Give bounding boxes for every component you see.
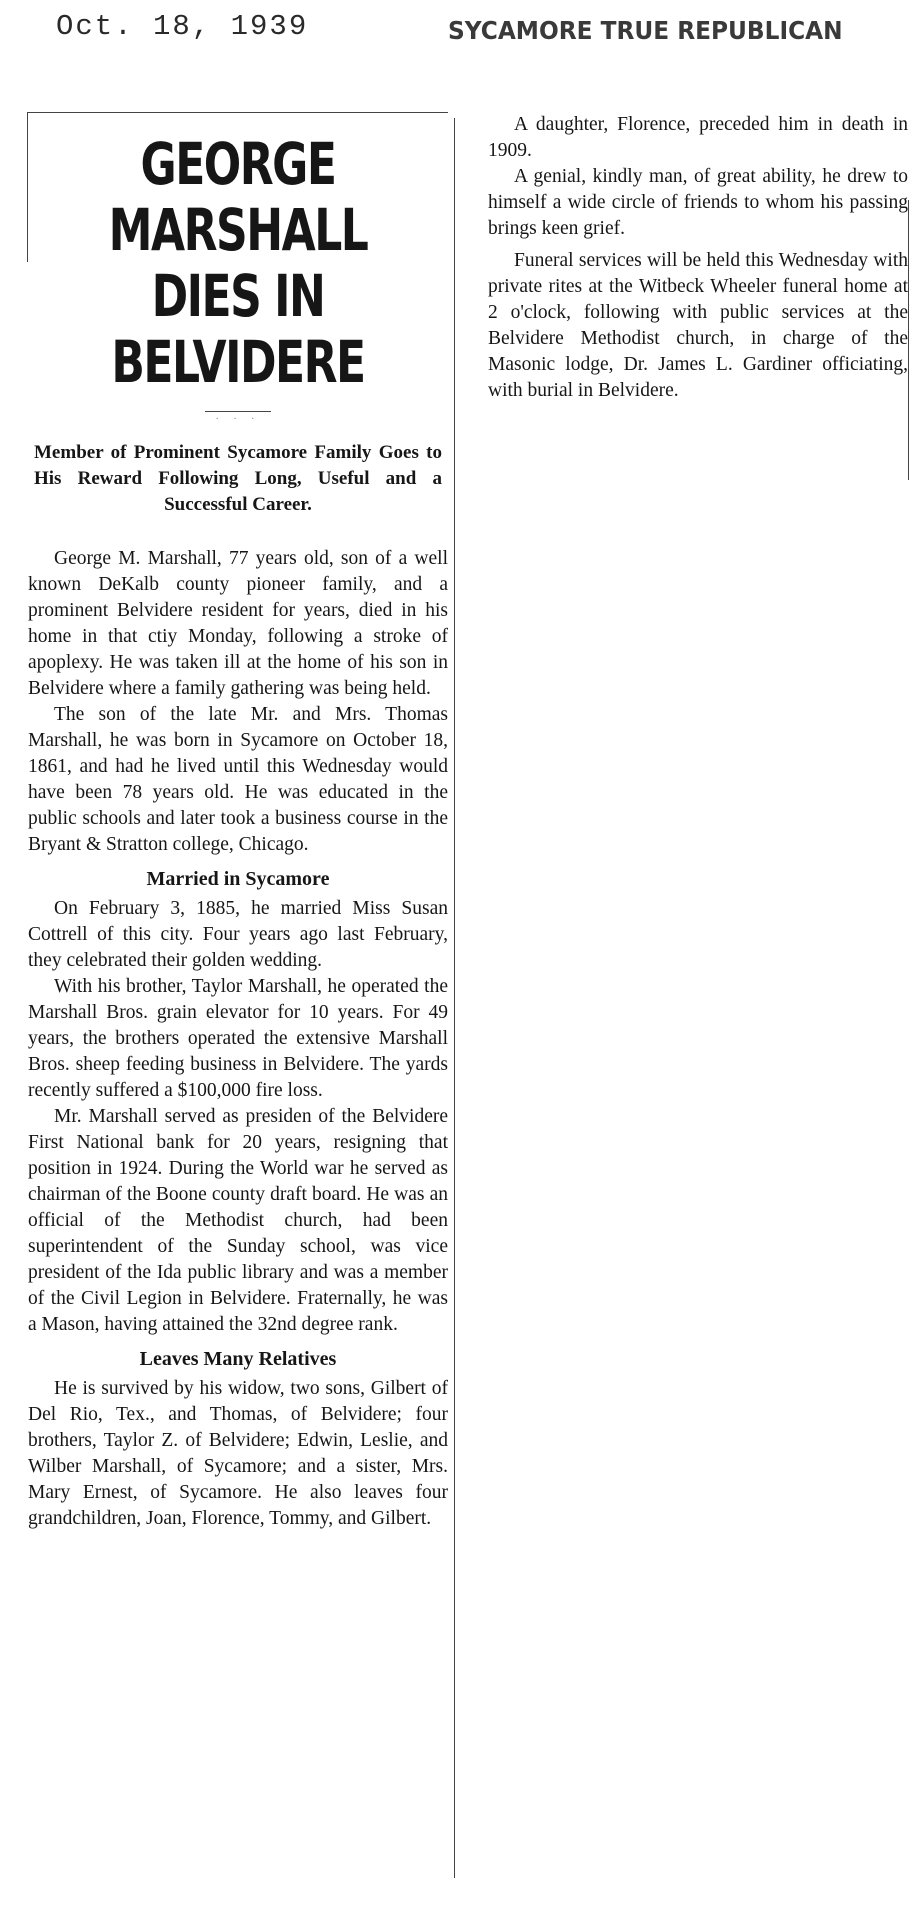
body-paragraph: Funeral services will be held this Wednesday with private rites at the Witbeck Wheeler funeral home at 2 o'clock, following with public services at the Belvidere Methodist church, in charge of the Masonic lodge, Dr. James L. Gardiner officiating, with burial in Belvidere. (488, 250, 908, 401)
right-column-rule (908, 200, 909, 480)
body-paragraph: On February 3, 1885, he married Miss Susan Cottrell of this city. Four years ago last February, they celebrated their golden wedding. (28, 898, 448, 971)
body-paragraph: He is survived by his widow, two sons, Gilbert of Del Rio, Tex., and Thomas, of Belvidere; four brothers, Taylor Z. of Belvidere; Edwin, Leslie, and Wilber Marshall, of Sycamore; and a sister, Mrs. Mary Ernest, of Sycamore. He also leaves four grandchildren, Joan, Florence, Tommy, and Gilbert. (28, 1378, 448, 1529)
clipping-date: Oct. 18, 1939 (56, 10, 309, 43)
body-paragraph: George M. Marshall, 77 years old, son of a well known DeKalb county pioneer family, and a prominent Belvidere resident for years, died in his home in that ctiy Monday, following a stroke of apoplexy. He was taken ill at the home of his son in Belvidere where a family gathering was being held. (28, 548, 448, 699)
section-heading-married: Married in Sycamore (146, 868, 330, 890)
article-subhead: Member of Prominent Sycamore Family Goes to His Reward Following Long, Useful and a Successful Career. (34, 442, 442, 515)
article-headline (25, 131, 451, 395)
headline-line-1: GEORGE MARSHALL (108, 130, 368, 264)
body-paragraph: A genial, kindly man, of great ability, he drew to himself a wide circle of friends to whom his passing brings keen grief. (488, 166, 908, 239)
body-paragraph: A daughter, Florence, preceded him in death in 1909. (488, 114, 908, 161)
headline-divider (205, 411, 271, 412)
article-left-column (28, 112, 448, 1532)
body-paragraph: Mr. Marshall served as presiden of the Belvidere First National bank for 20 years, resigning that position in 1924. During the World war he served as chairman of the Boone county draft board. He was an official of the Methodist church, had been superintendent of the Sunday school, was vice president of the Ida public library and was a member of the Civil Legion in Belvidere. Fraternally, he was a Mason, having attained the 32nd degree rank. (28, 1106, 448, 1335)
headline-line-2: DIES IN BELVIDERE (111, 262, 365, 396)
section-heading-relatives: Leaves Many Relatives (139, 1348, 337, 1370)
article-body (28, 546, 448, 1532)
headline-ornament: · · · (215, 414, 261, 425)
newspaper-name: SYCAMORE TRUE REPUBLICAN (448, 16, 843, 45)
article-right-column (488, 112, 908, 404)
center-column-rule (454, 118, 455, 1878)
body-paragraph: The son of the late Mr. and Mrs. Thomas Marshall, he was born in Sycamore on October 18, 1861, and had he lived until this Wednesday would have been 78 years old. He was educated in the public schools and later took a business course in the Bryant & Stratton college, Chicago. (28, 704, 448, 855)
body-paragraph: With his brother, Taylor Marshall, he operated the Marshall Bros. grain elevator for 10 years. For 49 years, the brothers operated the extensive Marshall Bros. sheep feeding business in Belvidere. The yards recently suffered a $100,000 fire loss. (28, 976, 448, 1101)
